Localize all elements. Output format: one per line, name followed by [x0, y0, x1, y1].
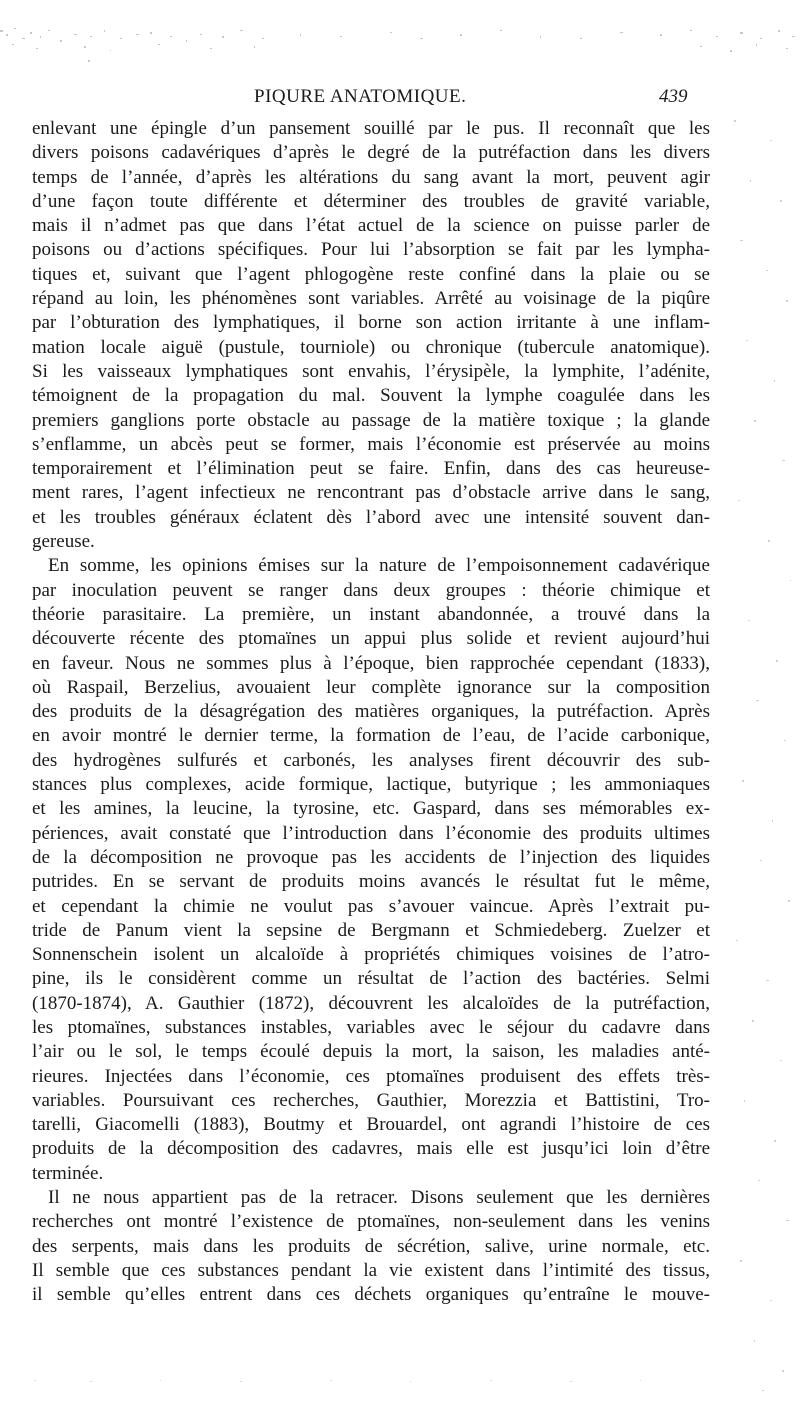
text-line: (1870-1874), A. Gauthier (1872), découvrent les alcaloïdes de la putréfaction, — [32, 992, 710, 1014]
text-line: poisons ou d’actions spécifiques. Pour lui l’absorption se fait par les lympha- — [32, 239, 710, 261]
text-line: tiques et, suivant que l’agent phlogogène reste confiné dans la plaie ou se — [32, 263, 710, 285]
page-number: 439 — [659, 86, 688, 107]
scan-noise-top — [0, 0, 800, 70]
text-line: et les amines, la leucine, la tyrosine, etc. Gaspard, dans ses mémorables ex- — [32, 798, 710, 820]
text-line: premiers ganglions porte obstacle au passage de la matière toxique ; la glande — [32, 409, 710, 431]
text-line: les ptomaïnes, substances instables, variables avec le séjour du cadavre dans — [32, 1016, 710, 1038]
text-line: découverte récente des ptomaïnes un appui plus solide et revient aujourd’hui — [32, 628, 710, 650]
text-line: et cependant la chimie ne voulut pas s’avouer vaincue. Après l’extrait pu- — [32, 895, 710, 917]
text-line: mais il n’admet pas que dans l’état actuel de la science on puisse parler de — [32, 215, 710, 237]
text-line: putrides. En se servant de produits moins avancés le résultat fut le même, — [32, 871, 710, 893]
body-text — [32, 117, 710, 1308]
text-line: variables. Poursuivant ces recherches, Gauthier, Morezzia et Battistini, Tro- — [32, 1089, 710, 1111]
running-title: PIQURE ANATOMIQUE. — [254, 86, 467, 107]
text-line: d’une façon toute différente et déterminer des troubles de gravité variable, — [32, 190, 710, 212]
text-line: divers poisons cadavériques d’après le degré de la putréfaction dans les divers — [32, 142, 710, 164]
text-line: en faveur. Nous ne sommes plus à l’époque, bien rapprochée cependant (1833), — [32, 652, 710, 674]
text-line: témoignent de la propagation du mal. Souvent la lymphe coagulée dans les — [32, 385, 710, 407]
text-line: ment rares, l’agent infectieux ne rencontrant pas d’obstacle arrive dans le sang, — [32, 482, 710, 504]
text-line: Sonnenschein isolent un alcaloïde à propriétés chimiques voisines de l’atro- — [32, 944, 710, 966]
text-line: recherches ont montré l’existence de ptomaïnes, non-seulement dans les venins — [32, 1211, 710, 1233]
running-head — [0, 84, 800, 114]
text-line: des hydrogènes sulfurés et carbonés, les analyses firent découvrir des sub- — [32, 749, 710, 771]
text-line: de la décomposition ne provoque pas les accidents de l’injection des liquides — [32, 846, 710, 868]
text-line: l’air ou le sol, le temps écoulé depuis la mort, la saison, les maladies anté- — [32, 1041, 710, 1063]
text-line: théorie parasitaire. La première, un instant abandonnée, a trouvé dans la — [32, 603, 710, 625]
text-line: pine, ils le considèrent comme un résultat de l’action des bactéries. Selmi — [32, 968, 710, 990]
scan-noise-margin — [710, 60, 800, 1408]
text-line: des serpents, mais dans les produits de sécrétion, salive, urine normale, etc. — [32, 1235, 710, 1257]
text-line: rieures. Injectées dans l’économie, ces ptomaïnes produisent des effets très- — [32, 1065, 710, 1087]
scan-noise-bottom — [30, 1376, 670, 1386]
text-line: temporairement et l’élimination peut se faire. Enfin, dans des cas heureuse- — [32, 458, 710, 480]
text-line: gereuse. — [32, 531, 95, 553]
text-line: par inoculation peuvent se ranger dans deux groupes : théorie chimique et — [32, 579, 710, 601]
text-line: Il ne nous appartient pas de la retracer. Disons seulement que les dernières — [48, 1187, 710, 1209]
text-line: Si les vaisseaux lymphatiques sont envahis, l’érysipèle, la lymphite, l’adénite, — [32, 360, 710, 382]
text-line: en avoir montré le dernier terme, la formation de l’eau, de l’acide carbonique, — [32, 725, 710, 747]
text-line: produits de la décomposition des cadavres, mais elle est jusqu’ici loin d’être — [32, 1138, 710, 1160]
text-line: par l’obturation des lymphatiques, il borne son action irritante à une inflam- — [32, 312, 710, 334]
text-line: mation locale aiguë (pustule, tourniole) ou chronique (tubercule anatomique). — [32, 336, 710, 358]
paragraph — [32, 554, 710, 1186]
paragraph — [32, 117, 710, 554]
text-line: des produits de la désagrégation des matières organiques, la putréfaction. Après — [32, 701, 710, 723]
text-line: il semble qu’elles entrent dans ces déchets organiques qu’entraîne le mouve- — [32, 1284, 710, 1306]
text-line: En somme, les opinions émises sur la nature de l’empoisonnement cadavérique — [48, 555, 710, 577]
text-line: terminée. — [32, 1162, 104, 1184]
text-line: tarelli, Giacomelli (1883), Boutmy et Brouardel, ont agrandi l’histoire de ces — [32, 1114, 710, 1136]
text-line: périences, avait constaté que l’introduction dans l’économie des produits ultimes — [32, 822, 710, 844]
text-line: enlevant une épingle d’un pansement souillé par le pus. Il reconnaît que les — [32, 118, 710, 139]
text-line: tride de Panum vient la sepsine de Bergmann et Schmiedeberg. Zuelzer et — [32, 919, 710, 941]
text-line: s’enflamme, un abcès peut se former, mais l’économie est préservée au moins — [32, 433, 710, 455]
text-line: et les troubles généraux éclatent dès l’abord avec une intensité souvent dan- — [32, 506, 710, 528]
text-line: temps de l’année, d’après les altérations du sang avant la mort, peuvent agir — [32, 166, 710, 188]
text-line: Il semble que ces substances pendant la vie existent dans l’intimité des tissus, — [32, 1259, 710, 1281]
text-line: répand au loin, les phénomènes sont variables. Arrêté au voisinage de la piqûre — [32, 288, 710, 310]
text-line: stances plus complexes, acide formique, lactique, butyrique ; les ammoniaques — [32, 774, 710, 796]
paragraph — [32, 1186, 710, 1307]
text-line: où Raspail, Berzelius, avouaient leur complète ignorance sur la composition — [32, 676, 710, 698]
